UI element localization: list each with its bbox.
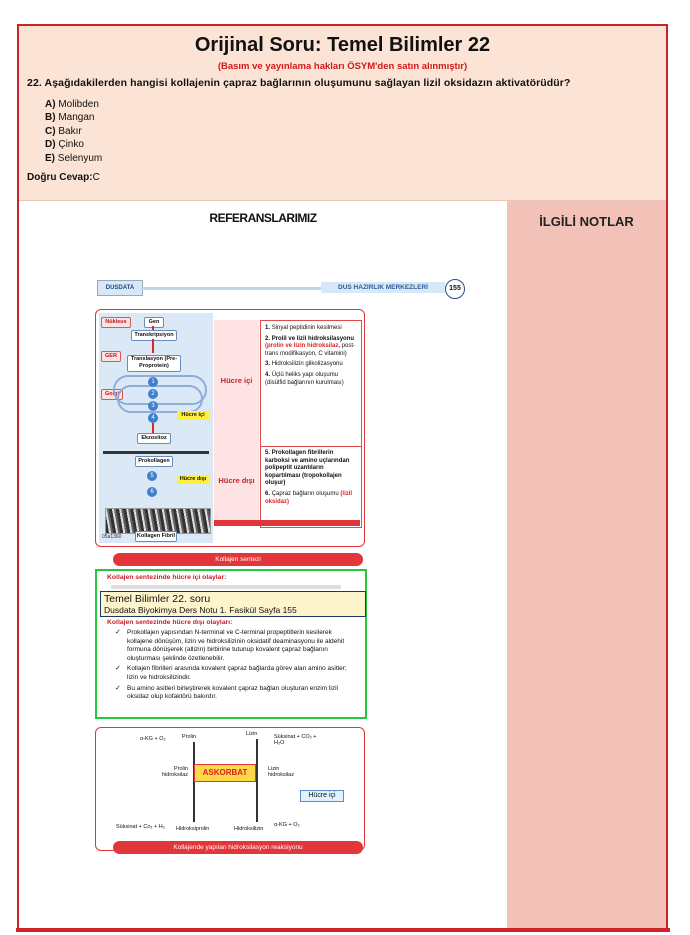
references-panel bbox=[19, 201, 507, 930]
kollagen-fibril-box: Kollagen Fibril bbox=[135, 531, 177, 542]
suksinat-label: Süksinat + CO₂ + H₂O bbox=[274, 734, 317, 746]
steps-column bbox=[260, 320, 362, 528]
hydroxylation-figure bbox=[95, 727, 365, 851]
lizin-hidroksilaz-label: Lizin hidroksilaz bbox=[268, 766, 294, 778]
intracellular-steps: 1. Sinyal peptidinin kesilmesi 2. Prolil ve lizil hidroksilasyonu (prolin ve lizin hidroksilaz, post-trans modifikasyon, C vitamini) 3. Hidroksilizin glikolizasyonu 4. Üçlü heliks yapı oluşumu (disülfid bağlarının kurulması) bbox=[265, 325, 356, 386]
figure-footer-bar bbox=[214, 520, 360, 526]
prolin-hidroksilaz-label: Prolin hidroksilaz bbox=[162, 766, 188, 778]
copyright-notice: (Basım ve yayınlama hakları ÖSYM'den satın alınmıştır) bbox=[217, 61, 468, 72]
book-header-text: DUS HAZIRLIK MERKEZLERİ bbox=[321, 282, 445, 293]
collagen-synthesis-figure bbox=[95, 309, 365, 547]
list-item: ✓ Prokollajen yapısından N-terminal ve C-terminal propeptitlerin kesilerek kollajene dönüşüm, lizin ve hidroksilizinin oksidatif deaminasyonu ile aldehit formuna dönüşerek (allizin) birbirine tutunup kovalent çapraz bağlanın oluşturması şeklinde özetlenebilir. bbox=[113, 629, 358, 663]
lizin-arrow bbox=[256, 739, 258, 822]
step-4-icon: 4 bbox=[148, 413, 158, 423]
prolin-arrow bbox=[193, 742, 195, 822]
reference-overlay bbox=[100, 591, 366, 617]
hucre-ici-box: Hücre içi bbox=[300, 790, 344, 802]
figure1-caption: Kollajen sentezi bbox=[113, 553, 363, 566]
step-6-icon: 6 bbox=[147, 487, 157, 497]
bottom-red-bar bbox=[16, 928, 670, 932]
question-panel bbox=[19, 26, 666, 201]
prokollagen-box: Prokollagen bbox=[135, 456, 173, 467]
arrow-down-icon bbox=[152, 423, 154, 433]
book-page-image bbox=[95, 279, 467, 859]
intracellular-heading: Kollajen sentezinde hücre içi olaylar: bbox=[107, 574, 227, 581]
option-d: D) Çinko bbox=[45, 139, 84, 151]
transkripsiyon-box: Transkripsiyon bbox=[131, 330, 177, 341]
overlay-line1: Temel Bilimler 22. soru bbox=[104, 593, 211, 605]
extracellular-heading: Kollajen sentezinde hücre dışı olayları: bbox=[107, 619, 233, 626]
extracellular-steps: 5. Prokollagen fibrillerin karboksi ve amino uçlarından polipeptit uzantıların kopartılması (tropokollajen oluşur) 6. Çapraz bağların oluşumu (lizil oksidaz) bbox=[265, 450, 353, 505]
hidroksilizin-label: Hidroksilizin bbox=[234, 826, 264, 832]
akg-right-label: α-KG + O₂ bbox=[274, 822, 300, 828]
ger-box: GER bbox=[101, 351, 121, 362]
step-3-icon: 3 bbox=[148, 401, 158, 411]
golgi-box: Golgi bbox=[101, 389, 123, 400]
step-1-icon: 1 bbox=[148, 377, 158, 387]
option-a: A) Molibden bbox=[45, 99, 99, 110]
option-b: B) Mangan bbox=[45, 112, 95, 124]
location-column bbox=[214, 320, 259, 526]
step-5-icon: 5 bbox=[147, 471, 157, 481]
overlay-line2: Dusdata Biyokimya Ders Notu 1. Fasikül Sayfa 155 bbox=[104, 605, 297, 615]
divider bbox=[261, 446, 361, 447]
lizin-label: Lizin bbox=[246, 731, 258, 737]
golgi-icon bbox=[117, 385, 203, 413]
akg-label: α-KG + O₂ bbox=[140, 736, 166, 742]
question-text: 22. Aşağıdakilerden hangisi kollajenin çapraz bağlarının oluşumunu sağlayan lizil oksidazın aktivatörüdür? bbox=[27, 77, 571, 89]
references-title: REFERANSLARIMIZ bbox=[209, 211, 317, 225]
gen-box: Gen bbox=[144, 317, 164, 328]
collagen-events-box bbox=[95, 569, 367, 719]
hucre-disi-label: Hücre dışı bbox=[218, 476, 255, 485]
dusdata-logo: DUSDATA bbox=[97, 280, 143, 296]
translasyon-box: Translasyon (Pre-Proprotein) bbox=[127, 355, 181, 372]
list-item: ✓ Kollajen fibrilleri arasında kovalent çapraz bağlarda görev alan amino asitler; lizin ve hidroksilizindir. bbox=[113, 665, 358, 682]
synthesis-diagram bbox=[99, 313, 213, 543]
book-page-number: 155 bbox=[445, 279, 465, 299]
option-c: C) Bakır bbox=[45, 125, 82, 137]
list-item: ✓ Bu amino asitleri birleştirerek kovalent çapraz bağları oluşturan enzim lizil oksidaz olup kofaktörü bakırdır. bbox=[113, 685, 358, 702]
hucre-ici-label: Hücre içi bbox=[220, 376, 253, 385]
notes-title: İLGİLİ NOTLAR bbox=[539, 214, 634, 229]
obscured-text bbox=[111, 585, 341, 589]
page-frame bbox=[17, 24, 668, 930]
hidroksiprolin-label: Hidroksiprolin bbox=[176, 826, 210, 832]
options-list bbox=[45, 98, 102, 165]
hucre-ici-tag: Hücre içi bbox=[177, 411, 209, 420]
scale-label: 05a1360 bbox=[102, 534, 122, 540]
hucre-disi-tag: Hücre dışı bbox=[177, 475, 209, 484]
events-list bbox=[113, 629, 358, 704]
nukleus-box: Nükleus bbox=[101, 317, 131, 328]
notes-panel bbox=[507, 201, 666, 930]
figure3-caption: Kollajende yapılan hidroksilasyon reaksiyonu bbox=[113, 841, 363, 854]
arrow-down-icon bbox=[152, 339, 154, 353]
correct-answer: Doğru Cevap:C bbox=[27, 172, 100, 183]
ekzositoz-box: Ekzositoz bbox=[137, 433, 171, 444]
suksinat-left-label: Süksinat + Co₂ + H₂ bbox=[116, 824, 165, 830]
askorbat-box: ASKORBAT bbox=[194, 764, 256, 782]
page-title: Orijinal Soru: Temel Bilimler 22 bbox=[194, 34, 491, 56]
membrane-line bbox=[103, 451, 209, 454]
prolin-label: Prolin bbox=[182, 734, 197, 740]
option-e: E) Selenyum bbox=[45, 152, 103, 164]
step-2-icon: 2 bbox=[148, 389, 158, 399]
